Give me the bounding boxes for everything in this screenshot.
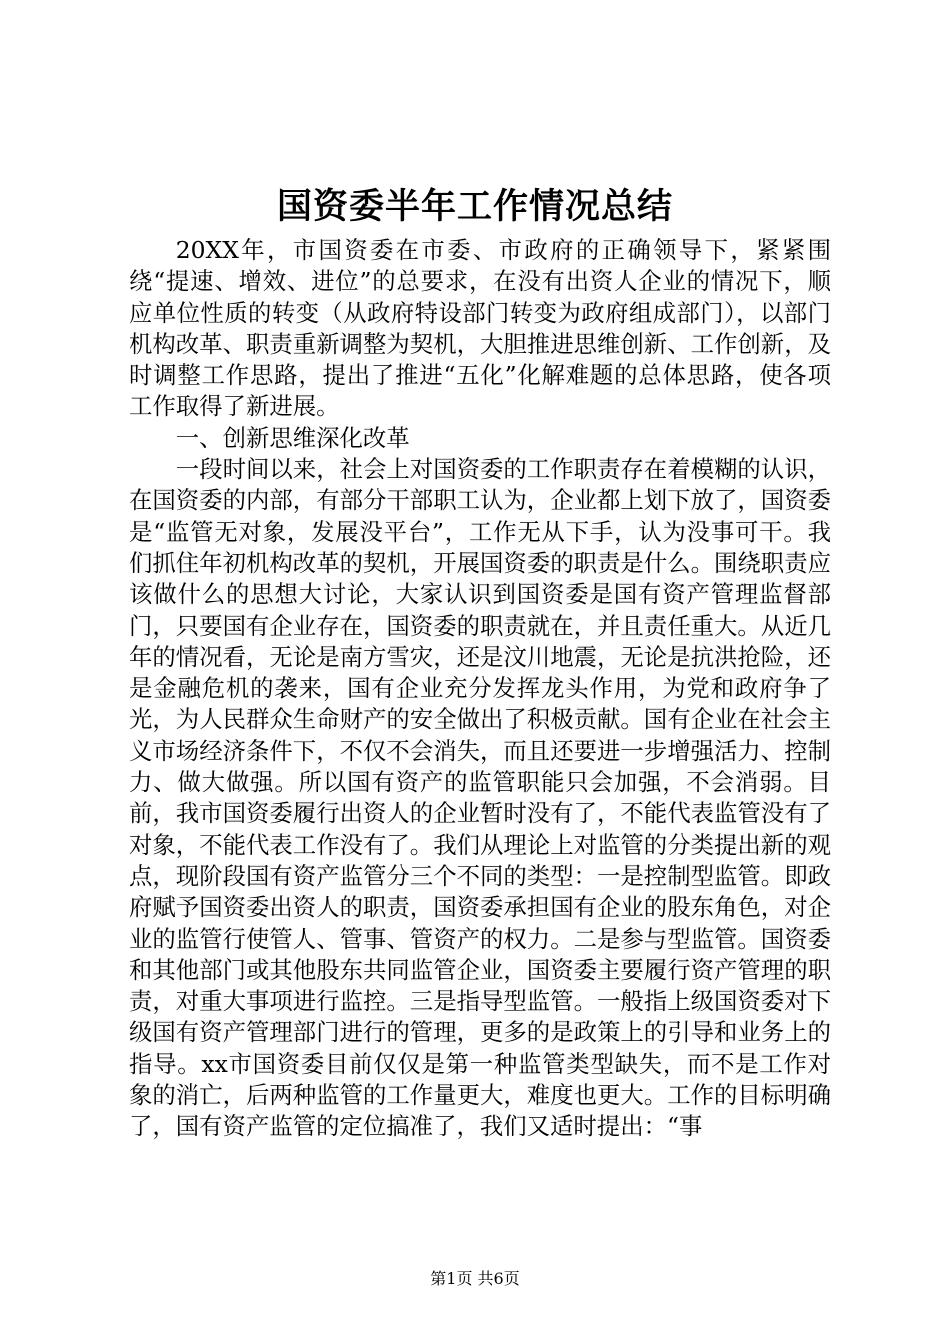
document-title: 国资委半年工作情况总结 [276,186,673,227]
document-body [129,235,831,1143]
paragraph-body: 一段时间以来，社会上对国资委的工作职责存在着模糊的认识，在国资委的内部，有部分干部职工认为，企业都上划下放了，国资委是“监管无对象，发展没平台”，工作无从下手，认为没事可干。我们抓住年初机构改革的契机，开展国资委的职责是什么。围绕职责应该做什么的思想大讨论，大家认识到国资委是国有资产管理监督部门，只要国有企业存在，国资委的职责就在，并且责任重大。从近几年的情况看，无论是南方雪灾，还是汶川地震，无论是抗洪抢险，还是金融危机的袭来，国有企业充分发挥龙头作用，为党和政府争了光，为人民群众生命财产的安全做出了积极贡献。国有企业在社会主义市场经济条件下，不仅不会消失，而且还要进一步增强活力、控制力、做大做强。所以国有资产的监管职能只会加强，不会消弱。目前，我市国资委履行出资人的企业暂时没有了，不能代表监管没有了对象，不能代表工作没有了。我们从理论上对监管的分类提出新的观点，现阶段国有资产监管分三个不同的类型：一是控制型监管。即政府赋予国资委出资人的职责，国资委承担国有企业的股东角色，对企业的监管行使管人、管事、管资产的权力。二是参与型监管。国资委和其他部门或其他股东共同监管企业，国资委主要履行资产管理的职责，对重大事项进行监控。三是指导型监管。一般指上级国资委对下级国有资产管理部门进行的管理，更多的是政策上的引导和业务上的指导。xx市国资委目前仅仅是第一种监管类型缺失，而不是工作对象的消亡，后两种监管的工作量更大，难度也更大。工作的目标明确了，国有资产监管的定位搞准了，我们又适时提出：“事 [129,455,831,1141]
section-heading: 一、创新思维深化改革 [175,423,410,452]
page-footer: 第1页 共6页 [430,1269,520,1288]
paragraph-intro: 20XX年，市国资委在市委、市政府的正确领导下，紧紧围绕“提速、增效、进位”的总要求，在没有出资人企业的情况下，顺应单位性质的转变（从政府特设部门转变为政府组成部门），以部门机构改革、职责重新调整为契机，大胆推进思维创新、工作创新，及时调整工作思路，提出了推进“五化”化解难题的总体思路，使各项工作取得了新进展。 [129,236,831,421]
